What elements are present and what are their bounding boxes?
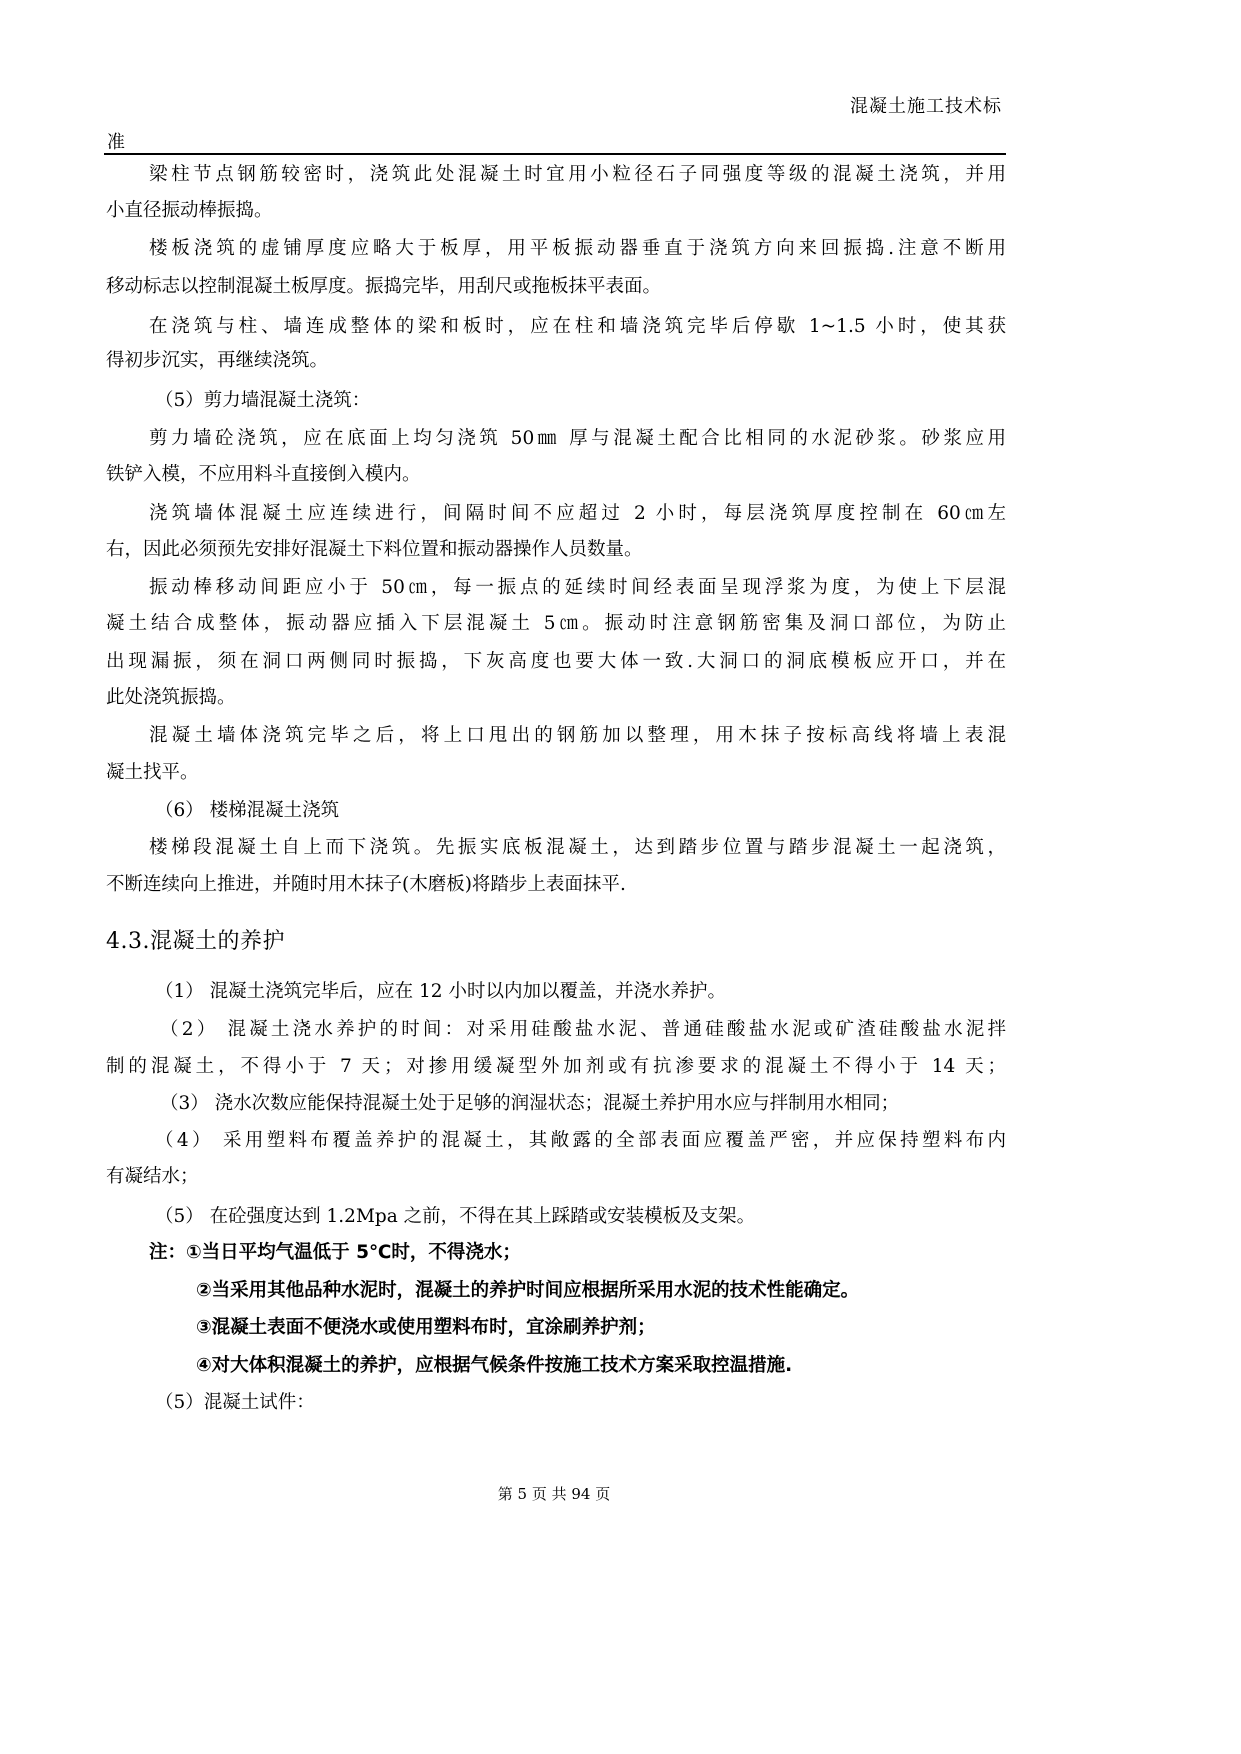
paragraph-line: 振动棒移动间距应小于 50㎝，每一振点的延续时间经表面呈现浮浆为度，为使上下层混	[149, 577, 1006, 598]
list-item-continuation: 有凝结水；	[106, 1166, 199, 1187]
subsection-heading: （5）混凝土试件：	[155, 1392, 315, 1413]
list-item: （2） 混凝土浇水养护的时间：对采用硅酸盐水泥、普通硅酸盐水泥或矿渣硅酸盐水泥拌	[160, 1019, 1006, 1040]
note-item: ③混凝土表面不便浇水或使用塑料布时，宜涂刷养护剂；	[196, 1317, 656, 1338]
paragraph-line: 楼板浇筑的虚铺厚度应略大于板厚，用平板振动器垂直于浇筑方向来回振捣.注意不断用	[149, 238, 1006, 259]
section-heading: 4.3.混凝土的养护	[106, 929, 285, 954]
paragraph-line: 剪力墙砼浇筑，应在底面上均匀浇筑 50㎜ 厚与混凝土配合比相同的水泥砂浆。砂浆应用	[149, 428, 1006, 449]
paragraph-line: 梁柱节点钢筋较密时，浇筑此处混凝土时宜用小粒径石子同强度等级的混凝土浇筑，并用	[149, 164, 1006, 185]
note-item: ④对大体积混凝土的养护，应根据气候条件按施工技术方案采取控温措施.	[196, 1355, 793, 1376]
paragraph-line: 出现漏振，须在洞口两侧同时振捣，下灰高度也要大体一致.大洞口的洞底模板应开口，并在	[106, 651, 1006, 672]
list-item: （3） 浇水次数应能保持混凝土处于足够的润湿状态；混凝土养护用水应与拌制用水相同；	[160, 1093, 900, 1114]
paragraph-line: 凝土找平。	[106, 762, 199, 783]
paragraph-line: 浇筑墙体混凝土应连续进行，间隔时间不应超过 2 小时，每层浇筑厚度控制在 60㎝左	[149, 503, 1006, 524]
paragraph-line: 混凝土墙体浇筑完毕之后，将上口甩出的钢筋加以整理，用木抹子按标高线将墙上表混	[149, 725, 1006, 746]
list-item: （4） 采用塑料布覆盖养护的混凝土，其敞露的全部表面应覆盖严密，并应保持塑料布内	[155, 1130, 1006, 1151]
paragraph-line: 移动标志以控制混凝土板厚度。振捣完毕，用刮尺或拖板抹平表面。	[106, 276, 662, 297]
paragraph-line: 凝土结合成整体，振动器应插入下层混凝土 5㎝。振动时注意钢筋密集及洞口部位，为防止	[106, 613, 1006, 634]
paragraph-line: 铁铲入模，不应用料斗直接倒入模内。	[106, 464, 421, 485]
paragraph-line: 在浇筑与柱、墙连成整体的梁和板时，应在柱和墙浇筑完毕后停歇 1~1.5 小时，使其获	[149, 316, 1006, 337]
paragraph-line: 不断连续向上推进，并随时用木抹子(木磨板)将踏步上表面抹平.	[106, 874, 626, 895]
paragraph-line: 右，因此必须预先安排好混凝土下料位置和振动器操作人员数量。	[106, 539, 643, 560]
paragraph-line: 得初步沉实，再继续浇筑。	[106, 350, 329, 371]
subsection-heading: （6） 楼梯混凝土浇筑	[155, 800, 340, 821]
list-item: （1） 混凝土浇筑完毕后，应在 12 小时以内加以覆盖，并浇水养护。	[155, 981, 726, 1002]
note-item: ②当采用其他品种水泥时，混凝土的养护时间应根据所采用水泥的技术性能确定。	[196, 1280, 860, 1301]
note-item: 注：①当日平均气温低于 5℃时，不得浇水；	[149, 1242, 521, 1263]
page-footer: 第 5 页 共 94 页	[497, 1485, 611, 1503]
paragraph-line: 此处浇筑振捣。	[106, 687, 236, 708]
paragraph-line: 楼梯段混凝土自上而下浇筑。先振实底板混凝土，达到踏步位置与踏步混凝土一起浇筑，	[149, 837, 1006, 858]
running-header-wrap: 准	[107, 132, 125, 153]
running-header-title: 混凝土施工技术标	[850, 96, 1002, 117]
subsection-heading: （5）剪力墙混凝土浇筑：	[155, 390, 371, 411]
paragraph-line: 小直径振动棒振捣。	[106, 200, 273, 221]
list-item: （5） 在砼强度达到 1.2Mpa 之前，不得在其上踩踏或安装模板及支架。	[155, 1206, 756, 1227]
header-rule	[104, 153, 1006, 155]
list-item-continuation: 制的混凝土，不得小于 7 天；对掺用缓凝型外加剂或有抗渗要求的混凝土不得小于 14 天；	[106, 1056, 1006, 1077]
